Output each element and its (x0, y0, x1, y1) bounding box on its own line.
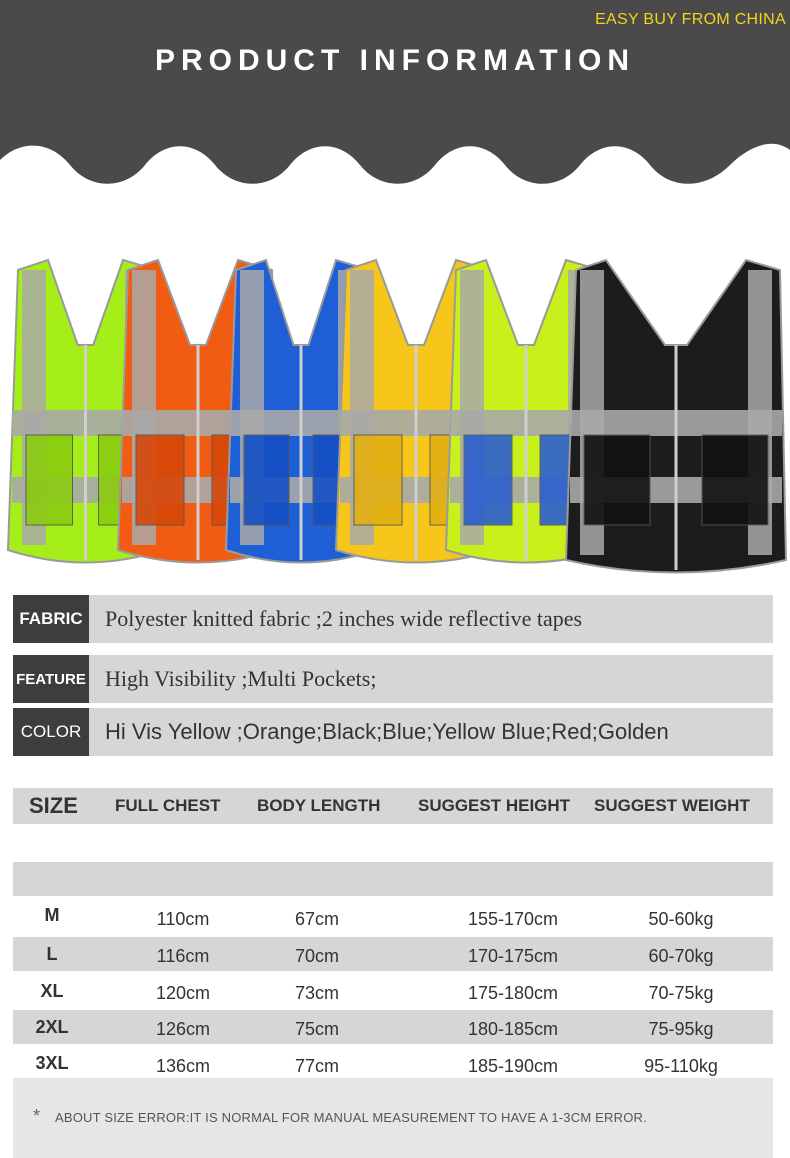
length-cell: 75cm (294, 1018, 339, 1039)
note-text: ABOUT SIZE ERROR:IT IS NORMAL FOR MANUAL MEASUREMENT TO HAVE A 1-3CM ERROR. (55, 1110, 647, 1125)
feature-value: High Visibility ;Multi Pockets; (105, 666, 377, 691)
chest-cell: 116cm (156, 945, 210, 966)
wave-banner-shape (0, 0, 790, 200)
fabric-label: FABRIC (13, 595, 89, 643)
vests-illustration (0, 240, 790, 585)
fabric-row (13, 595, 773, 643)
asterisk-icon: * (33, 1106, 41, 1126)
header-suggest-height: SUGGEST HEIGHT (418, 796, 571, 815)
size-error-note (13, 1078, 773, 1158)
size-cell: XL (40, 980, 64, 1001)
chest-cell: 126cm (155, 1018, 211, 1039)
header-size: SIZE (29, 793, 78, 818)
table-spacer-bar (13, 862, 773, 896)
chest-cell: 120cm (155, 982, 211, 1003)
length-cell: 73cm (294, 982, 339, 1003)
weight-cell: 60-70kg (648, 945, 714, 966)
color-row (13, 708, 773, 756)
weight-cell: 70-75kg (648, 982, 714, 1003)
size-cell: 3XL (35, 1052, 69, 1073)
table-row (13, 898, 773, 932)
size-table-header (13, 788, 773, 824)
header-suggest-weight: SUGGEST WEIGHT (594, 796, 750, 815)
height-cell: 175-180cm (467, 982, 559, 1003)
table-row (13, 1010, 773, 1044)
pocket-left (354, 435, 402, 525)
color-label: COLOR (13, 708, 89, 756)
size-cell: 2XL (35, 1016, 69, 1037)
length-cell: 77cm (294, 1055, 339, 1076)
feature-row (13, 655, 773, 703)
length-cell: 70cm (294, 945, 339, 966)
header-banner (0, 0, 790, 200)
chest-cell: 110cm (156, 908, 210, 929)
fabric-value: Polyester knitted fabric ;2 inches wide reflective tapes (105, 606, 583, 631)
page-title: PRODUCT INFORMATION (154, 44, 636, 77)
pocket-left (26, 435, 73, 525)
pocket-left (584, 435, 650, 525)
vests-product-image (0, 240, 790, 585)
height-cell: 170-175cm (467, 945, 559, 966)
chest-cell: 136cm (155, 1055, 211, 1076)
brand-text: EASY BUY FROM CHINA (595, 11, 786, 28)
pocket-left (464, 435, 512, 525)
table-row (13, 974, 773, 1008)
pocket-left (136, 435, 184, 525)
length-cell: 67cm (294, 908, 339, 929)
height-cell: 185-190cm (467, 1055, 559, 1076)
pocket-left (244, 435, 289, 525)
height-cell: 180-185cm (467, 1018, 559, 1039)
weight-cell: 95-110kg (644, 1055, 718, 1076)
size-cell: M (44, 904, 60, 925)
weight-cell: 50-60kg (648, 908, 714, 929)
color-value: Hi Vis Yellow ;Orange;Black;Blue;Yellow Blue;Red;Golden (105, 719, 669, 744)
header-full-chest: FULL CHEST (115, 796, 221, 815)
size-cell: L (46, 943, 58, 964)
feature-label: FEATURE (13, 655, 89, 703)
header-body-length: BODY LENGTH (257, 796, 381, 815)
pocket-right (702, 435, 768, 525)
vest-6 (566, 260, 786, 573)
height-cell: 155-170cm (467, 908, 559, 929)
weight-cell: 75-95kg (648, 1018, 714, 1039)
table-row (13, 937, 773, 971)
table-row (13, 1046, 773, 1080)
